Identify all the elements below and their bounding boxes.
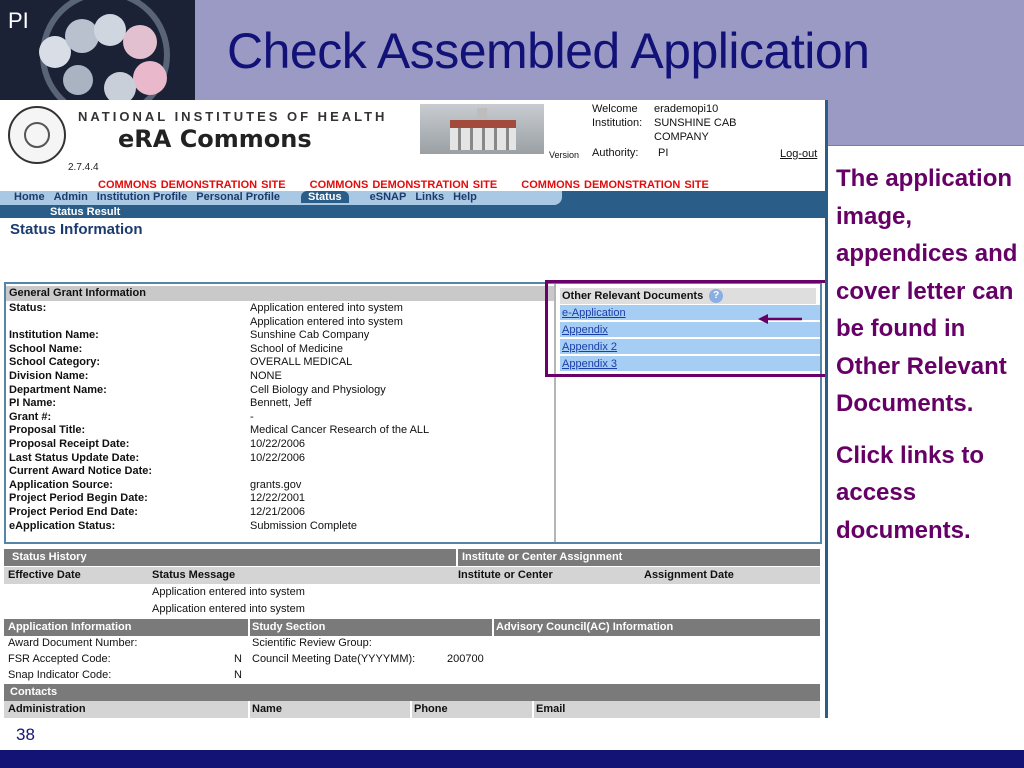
grant-field-label: Project Period End Date: <box>9 506 138 518</box>
review-group-label: Scientific Review Group: <box>252 637 372 649</box>
grant-field-value: 12/21/2006 <box>250 506 306 518</box>
status-history-columns <box>4 567 820 584</box>
col-effective-date: Effective Date <box>8 569 81 581</box>
grant-field-label: Application Source: <box>9 478 113 491</box>
contacts-header <box>4 684 820 701</box>
grant-field-value: Sunshine Cab Company <box>250 329 370 342</box>
grant-row <box>9 506 554 520</box>
nav-status[interactable]: Status <box>301 191 349 203</box>
grant-field-label: Department Name: <box>9 383 107 396</box>
nav-esnap[interactable]: eSNAP <box>369 191 407 203</box>
main-nav <box>0 191 828 206</box>
grant-field-value: 10/22/2006 <box>250 438 306 450</box>
grant-field-label: Division Name: <box>9 370 89 382</box>
grant-row <box>9 356 554 370</box>
era-screenshot <box>0 100 828 718</box>
grant-row <box>9 411 554 425</box>
demo-banner <box>98 179 729 191</box>
grant-row <box>9 370 554 384</box>
grant-field-label: Status: <box>9 302 47 314</box>
council-heading: Advisory Council(AC) Information <box>496 621 674 633</box>
col-administration: Administration <box>8 703 86 715</box>
institute-heading: Institute or Center Assignment <box>462 551 623 563</box>
grant-row <box>9 329 554 343</box>
logout-link[interactable]: Log-out <box>780 148 818 160</box>
fsr-value: N <box>234 653 242 665</box>
col-institute: Institute or Center <box>458 569 553 581</box>
pi-image <box>0 0 195 103</box>
molecule-icon <box>0 0 195 103</box>
grant-field-value: - <box>250 410 254 423</box>
grant-field-value: School of Medicine <box>250 342 343 355</box>
subnav-status-result[interactable]: Status Result <box>50 206 121 218</box>
grant-row <box>9 343 554 357</box>
footer-bar <box>0 750 1024 768</box>
grant-row <box>9 302 554 316</box>
grant-field-label: PI Name: <box>9 397 57 410</box>
grant-field-label: School Category: <box>9 356 101 369</box>
grant-row <box>9 424 554 438</box>
grant-row <box>9 384 554 398</box>
grant-field-value: 10/22/2006 <box>250 451 306 464</box>
col-name: Name <box>252 703 282 715</box>
doc-link-e-application[interactable]: e-Application <box>560 305 820 321</box>
grant-field-label: Proposal Title: <box>9 424 86 437</box>
grant-row <box>9 479 554 493</box>
grant-row <box>9 397 554 411</box>
help-icon[interactable]: ? <box>709 289 723 303</box>
table-row <box>4 635 820 652</box>
grant-heading: General Grant Information <box>6 286 554 301</box>
app-info-header <box>4 619 820 636</box>
status-message: Application entered into system <box>152 603 305 615</box>
grant-field-value: grants.gov <box>250 478 302 491</box>
grant-field-label: Current Award Notice Date: <box>9 465 153 478</box>
page-heading: Status Information <box>10 221 143 238</box>
nav-links[interactable]: Links <box>415 191 445 203</box>
grant-field-label: Institution Name: <box>9 329 99 342</box>
grant-info <box>6 284 556 542</box>
version-number: 2.7.4.4 <box>68 162 99 173</box>
contacts-heading: Contacts <box>10 686 58 698</box>
grant-field-value: Medical Cancer Research of the ALL <box>250 424 430 437</box>
demo-label: COMMONS DEMONSTRATION SITE <box>309 179 498 191</box>
snap-label: Snap Indicator Code: <box>8 669 112 681</box>
slide-caption <box>836 160 1022 549</box>
grant-row <box>9 438 554 452</box>
welcome-value: erademopi10 <box>654 103 719 115</box>
grant-field-value: Bennett, Jeff <box>250 397 312 410</box>
slide-title: Check Assembled Application <box>227 23 870 79</box>
welcome-label: Welcome <box>592 103 638 115</box>
version-label: Version <box>549 150 580 160</box>
nav-admin[interactable]: Admin <box>53 191 88 203</box>
grant-field-value: 12/22/2001 <box>250 492 306 505</box>
grant-field-label: eApplication Status: <box>9 519 116 532</box>
study-section-heading: Study Section <box>252 621 326 633</box>
grant-field-label: School Name: <box>9 342 83 355</box>
documents-highlight <box>545 280 828 377</box>
doc-link-appendix[interactable]: Appendix <box>560 322 820 338</box>
grant-field-value: Cell Biology and Physiology <box>250 383 386 396</box>
era-header <box>0 100 828 180</box>
status-message: Application entered into system <box>152 586 305 598</box>
grant-field-label: Proposal Receipt Date: <box>9 438 130 450</box>
grant-field-value: Application entered into system <box>250 302 403 314</box>
nav-institution-profile[interactable]: Institution Profile <box>96 191 188 203</box>
grant-field-label: Project Period Begin Date: <box>9 492 148 505</box>
grant-field-value: Application entered into system <box>250 315 403 328</box>
council-date-label: Council Meeting Date(YYYYMM): <box>252 653 416 665</box>
pi-label: PI <box>8 8 29 33</box>
doc-link-appendix-3[interactable]: Appendix 3 <box>560 356 820 372</box>
grant-row <box>9 452 554 466</box>
page-number: 38 <box>16 725 35 744</box>
doc-link-appendix-2[interactable]: Appendix 2 <box>560 339 820 355</box>
col-email: Email <box>536 703 566 715</box>
contacts-columns <box>4 701 820 718</box>
grant-field-value: OVERALL MEDICAL <box>250 356 353 369</box>
nav-help[interactable]: Help <box>453 191 477 203</box>
demo-label: COMMONS DEMONSTRATION SITE <box>521 179 709 191</box>
grant-field-value: Submission Complete <box>250 519 357 532</box>
sub-nav <box>0 206 828 218</box>
table-row <box>4 584 820 601</box>
grant-row <box>9 465 554 479</box>
nih-seal-icon <box>8 106 66 164</box>
grant-field-label: Grant #: <box>9 410 52 423</box>
era-logo: eRA Commons <box>118 125 312 153</box>
grant-field-value: NONE <box>250 370 282 382</box>
col-assignment-date: Assignment Date <box>644 569 734 581</box>
grant-field-label <box>9 316 250 330</box>
building-image-icon <box>420 104 544 154</box>
documents-heading-label: Other Relevant Documents <box>562 290 704 302</box>
nih-wordmark: NATIONAL INSTITUTES OF HEALTH <box>78 109 388 124</box>
fsr-label: FSR Accepted Code: <box>8 653 111 665</box>
col-phone: Phone <box>414 703 448 715</box>
caption-instruction: Click links to access documents. <box>836 441 985 544</box>
demo-label: COMMONS DEMONSTRATION SITE <box>98 179 286 191</box>
grant-row <box>9 520 554 534</box>
institution-label: Institution: <box>592 117 643 129</box>
authority-value: PI <box>658 147 669 159</box>
nav-personal-profile[interactable]: Personal Profile <box>196 191 281 203</box>
grant-field-label: Last Status Update Date: <box>9 451 140 464</box>
caption-text: The application image, appendices and cover letter can be found in Other Relevant Documents. <box>836 165 1018 417</box>
grant-row <box>9 316 554 330</box>
app-info-heading: Application Information <box>8 621 132 633</box>
grant-row <box>9 492 554 506</box>
status-history-header <box>4 549 820 566</box>
nav-home[interactable]: Home <box>14 191 45 203</box>
table-row <box>4 667 820 684</box>
table-row <box>4 651 820 668</box>
authority-label: Authority: <box>592 147 639 159</box>
col-status-message: Status Message <box>152 569 236 581</box>
user-info <box>592 102 764 160</box>
institution-value: SUNSHINE CAB COMPANY <box>654 117 737 143</box>
award-label: Award Document Number: <box>8 637 138 649</box>
snap-value: N <box>234 669 242 681</box>
council-date-value: 200700 <box>447 653 484 665</box>
arrow-left-icon <box>758 313 803 325</box>
table-row <box>4 601 820 618</box>
status-history-heading: Status History <box>12 551 87 563</box>
